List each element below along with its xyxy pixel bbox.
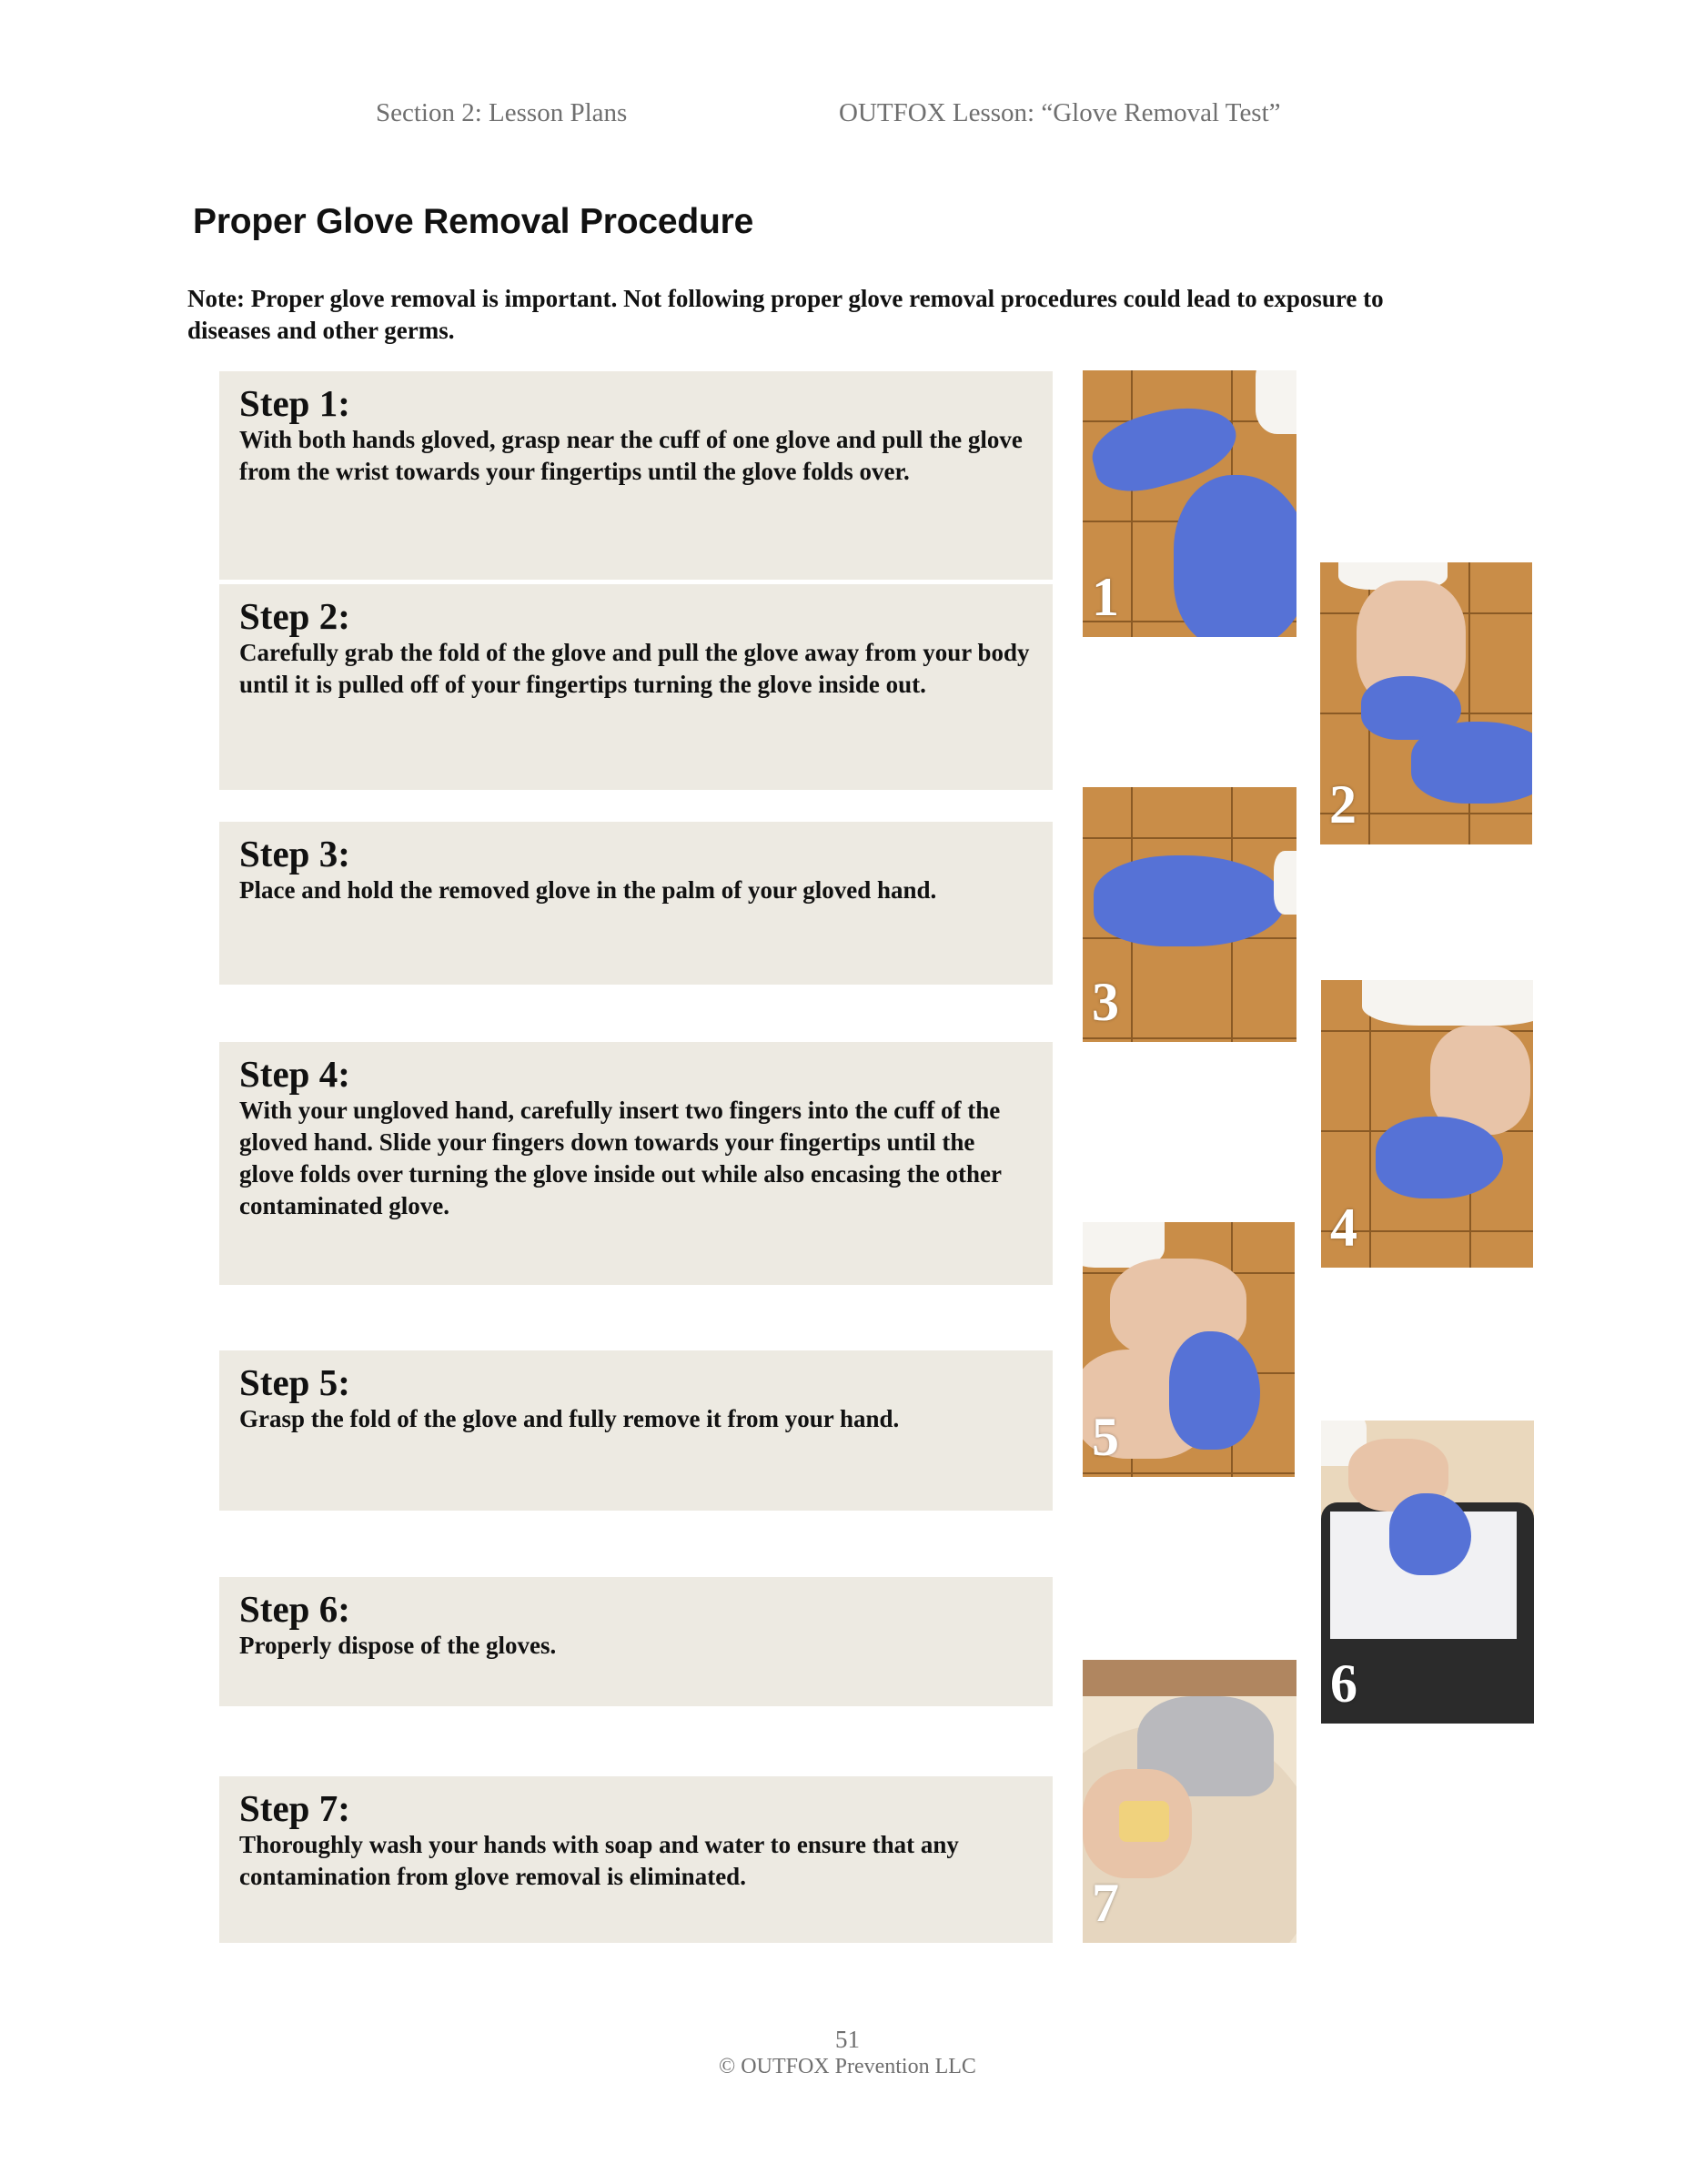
photo-step-2 [1320,562,1532,844]
page-title: Proper Glove Removal Procedure [193,202,754,241]
photo-number: 3 [1092,972,1119,1032]
step-box-1 [219,371,1053,580]
sink-counter-shape [1083,1660,1296,1696]
sleeve-shape [1256,370,1296,434]
photo-number: 2 [1329,774,1357,834]
sleeve-shape [1362,980,1533,1026]
photo-step-5 [1083,1222,1295,1477]
step-box-5 [219,1350,1053,1511]
step-body: Place and hold the removed glove in the palm of your gloved hand. [239,876,937,904]
photo-step-4 [1321,980,1533,1268]
note-paragraph: Note: Proper glove removal is important. Not following proper glove removal procedures could lead to exposure to diseases and other germs. [187,285,1384,344]
glove-shape [1376,1117,1503,1198]
step-box-4 [219,1042,1053,1285]
step-box-3 [219,822,1053,985]
glove-shape [1094,855,1285,946]
step-body: With both hands gloved, grasp near the cuff of one glove and pull the glove from the wrist towards your fingertips until the glove folds over. [239,426,1023,485]
step-title: Step 5: [239,1361,350,1403]
step-body: Grasp the fold of the glove and fully remove it from your hand. [239,1405,900,1432]
step-box-6 [219,1577,1053,1706]
glove-shape [1169,1331,1260,1450]
step-title: Step 3: [239,833,350,875]
photo-step-3 [1083,787,1296,1042]
soap-shape [1119,1801,1169,1842]
step-body: Carefully grab the fold of the glove and pull the glove away from your body until it is pulled off of your fingertips turning the glove inside out. [239,639,1030,698]
glove-shape [1389,1493,1471,1575]
step-box-2 [219,584,1053,790]
copyright: © OUTFOX Prevention LLC [719,2055,976,2078]
photo-number: 4 [1330,1198,1357,1258]
step-title: Step 4: [239,1053,350,1095]
step-body: Properly dispose of the gloves. [239,1632,557,1659]
step-body: With your ungloved hand, carefully insert two fingers into the cuff of the gloved hand. Slide your fingers down towards your fingertips until the glove folds over turning the glove inside out while also encasing the other contaminated glove. [239,1097,1002,1219]
photo-number: 1 [1092,567,1119,627]
photo-step-1 [1083,370,1296,637]
glove-shape [1174,475,1296,637]
step-title: Step 2: [239,595,350,637]
step-title: Step 7: [239,1787,350,1829]
sleeve-shape [1274,851,1296,915]
photo-step-7 [1083,1660,1296,1943]
step-body: Thoroughly wash your hands with soap and water to ensure that any contamination from glove removal is eliminated. [239,1831,959,1890]
glove-shape [1411,722,1532,804]
step-title: Step 1: [239,382,350,424]
step-title: Step 6: [239,1588,350,1630]
photo-step-6 [1321,1421,1534,1724]
step-box-7 [219,1776,1053,1943]
photo-number: 5 [1092,1407,1119,1467]
running-header-section: Section 2: Lesson Plans [376,98,628,127]
photo-number: 7 [1092,1873,1119,1933]
running-header-lesson: OUTFOX Lesson: “Glove Removal Test” [839,98,1281,127]
page-number: 51 [835,2026,860,2053]
photo-number: 6 [1330,1653,1357,1714]
